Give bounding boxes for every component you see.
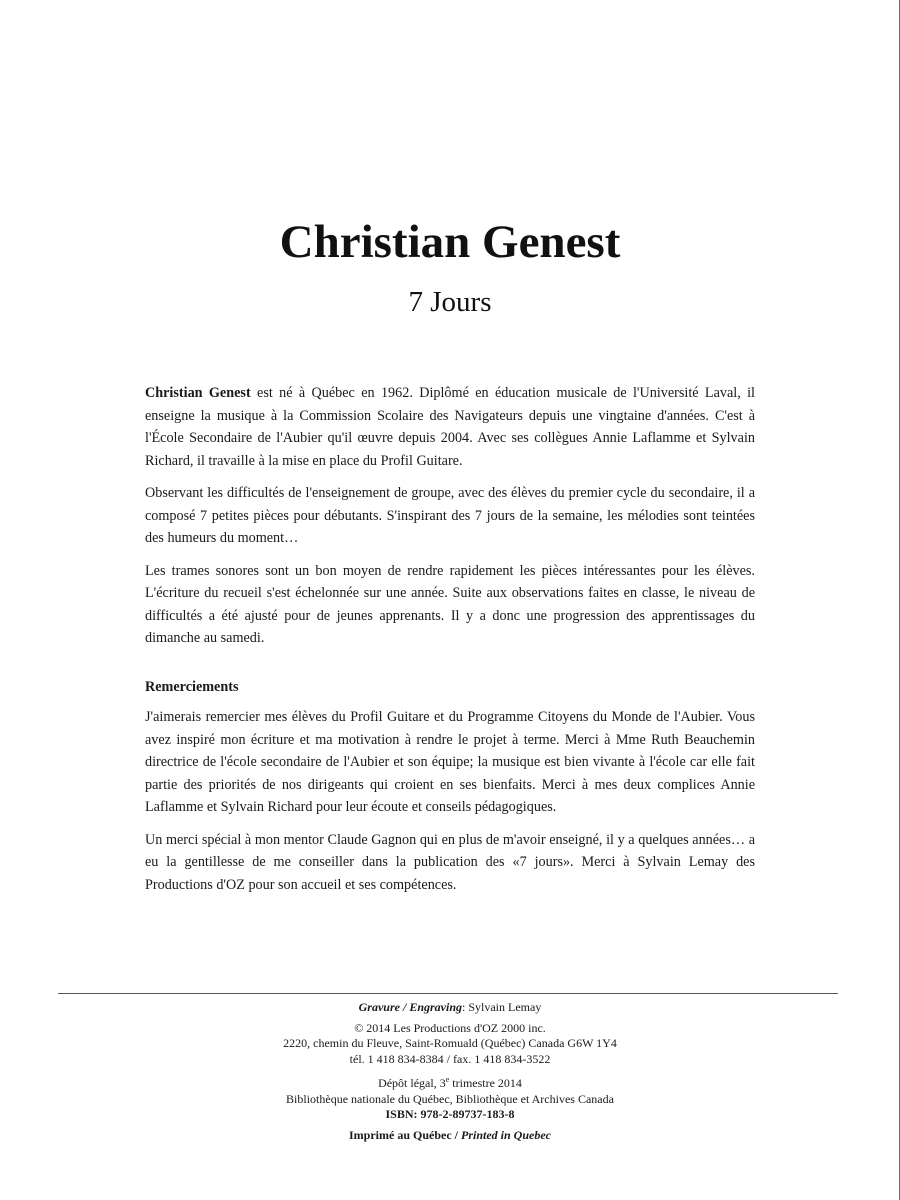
printed-separator: / <box>451 1127 461 1142</box>
legal-deposit-sup: e <box>445 1075 450 1084</box>
isbn: ISBN: 978-2-89737-183-8 <box>385 1107 515 1121</box>
section-gap <box>145 660 755 676</box>
divider <box>58 993 838 994</box>
bio-paragraph-2: Observant les difficultés de l'enseignement de groupe, avec des élèves du premier cycle du secondaire, il a composé 7 petites pièces pour débutants. S'inspirant des 7 jours de la semaine, les mélodies sont teintées des humeurs du moment… <box>145 485 755 546</box>
printed-fr: Imprimé au Québec <box>349 1127 452 1142</box>
bio-paragraph-1 <box>145 382 755 472</box>
engraving-separator: / <box>399 1000 410 1014</box>
copyright: © 2014 Les Productions d'OZ 2000 inc. <box>354 1020 546 1035</box>
bio-paragraph-1-text: est né à Québec en 1962. Diplômé en éducation musicale de l'Université Laval, il enseigne la musique à la Commission Scolaire des Navigateurs depuis une vingtaine d'années. C'est à l'École Secondaire de l'Aubier qu'il œuvre depuis 2004. Avec ses collègues Annie Laflamme et Sylvain Richard, il travaille à la mise en place du Profil Guitare. <box>145 385 756 469</box>
colophon <box>0 1000 900 1143</box>
page-subtitle: 7 Jours <box>408 286 492 318</box>
printed-en: Printed in Quebec <box>461 1127 551 1142</box>
legal-deposit <box>0 1072 900 1092</box>
publisher-address: 2220, chemin du Fleuve, Saint-Romuald (Québec) Canada G6W 1Y4 <box>283 1036 617 1050</box>
bio-paragraph-3: Les trames sonores sont un bon moyen de rendre rapidement les pièces intéressantes pour les élèves. L'écriture du recueil s'est échelonnée sur une année. Suite aux observations faites en classe, le niveau de difficultés a été ajusté pour de jeunes apprenants. Il y a donc une progression des apprentissages du dimanche au samedi. <box>145 562 755 646</box>
acknowledgements-paragraph-1: J'aimerais remercier mes élèves du Profil Guitare et du Programme Citoyens du Monde de l'Aubier. Vous avez inspiré mon écriture et ma motivation à rendre le projet à terme. Merci à Mme Ruth Beauchemin directrice de l'école secondaire de l'Aubier et son équipe; la musique est bien vivante à l'école car elle fait partie des priorités de nos dirigeants qui croient en ses bienfaits. Merci à mes deux complices Annie Laflamme et Sylvain Richard pour leur écoute et conseils pédagogiques. <box>145 709 755 815</box>
engraving-label-en: Engraving <box>409 1000 463 1014</box>
engraving-name: : Sylvain Lemay <box>462 1000 542 1014</box>
libraries: Bibliothèque nationale du Québec, Bibliothèque et Archives Canada <box>286 1091 614 1106</box>
acknowledgements-heading: Remerciements <box>145 678 239 695</box>
engraving-label-fr: Gravure <box>358 1000 400 1014</box>
main-text <box>145 382 755 906</box>
bio-lead-name: Christian Genest <box>145 385 251 401</box>
legal-deposit-post: trimestre 2014 <box>449 1076 522 1090</box>
acknowledgements-paragraph-2: Un merci spécial à mon mentor Claude Gagnon qui en plus de m'avoir enseigné, il y a quelques années… a eu la gentillesse de me conseiller dans la publication des «7 jours». Merci à Sylvain Lemay des Productions d'OZ pour son accueil et ses compétences. <box>145 831 755 893</box>
page-title: Christian Genest <box>279 216 621 268</box>
legal-deposit-pre: Dépôt légal, 3 <box>378 1076 446 1090</box>
printed-in <box>0 1128 900 1144</box>
publisher-phone: tél. 1 418 834-8384 / fax. 1 418 834-3522 <box>349 1051 551 1066</box>
engraving-credit <box>0 1000 900 1016</box>
